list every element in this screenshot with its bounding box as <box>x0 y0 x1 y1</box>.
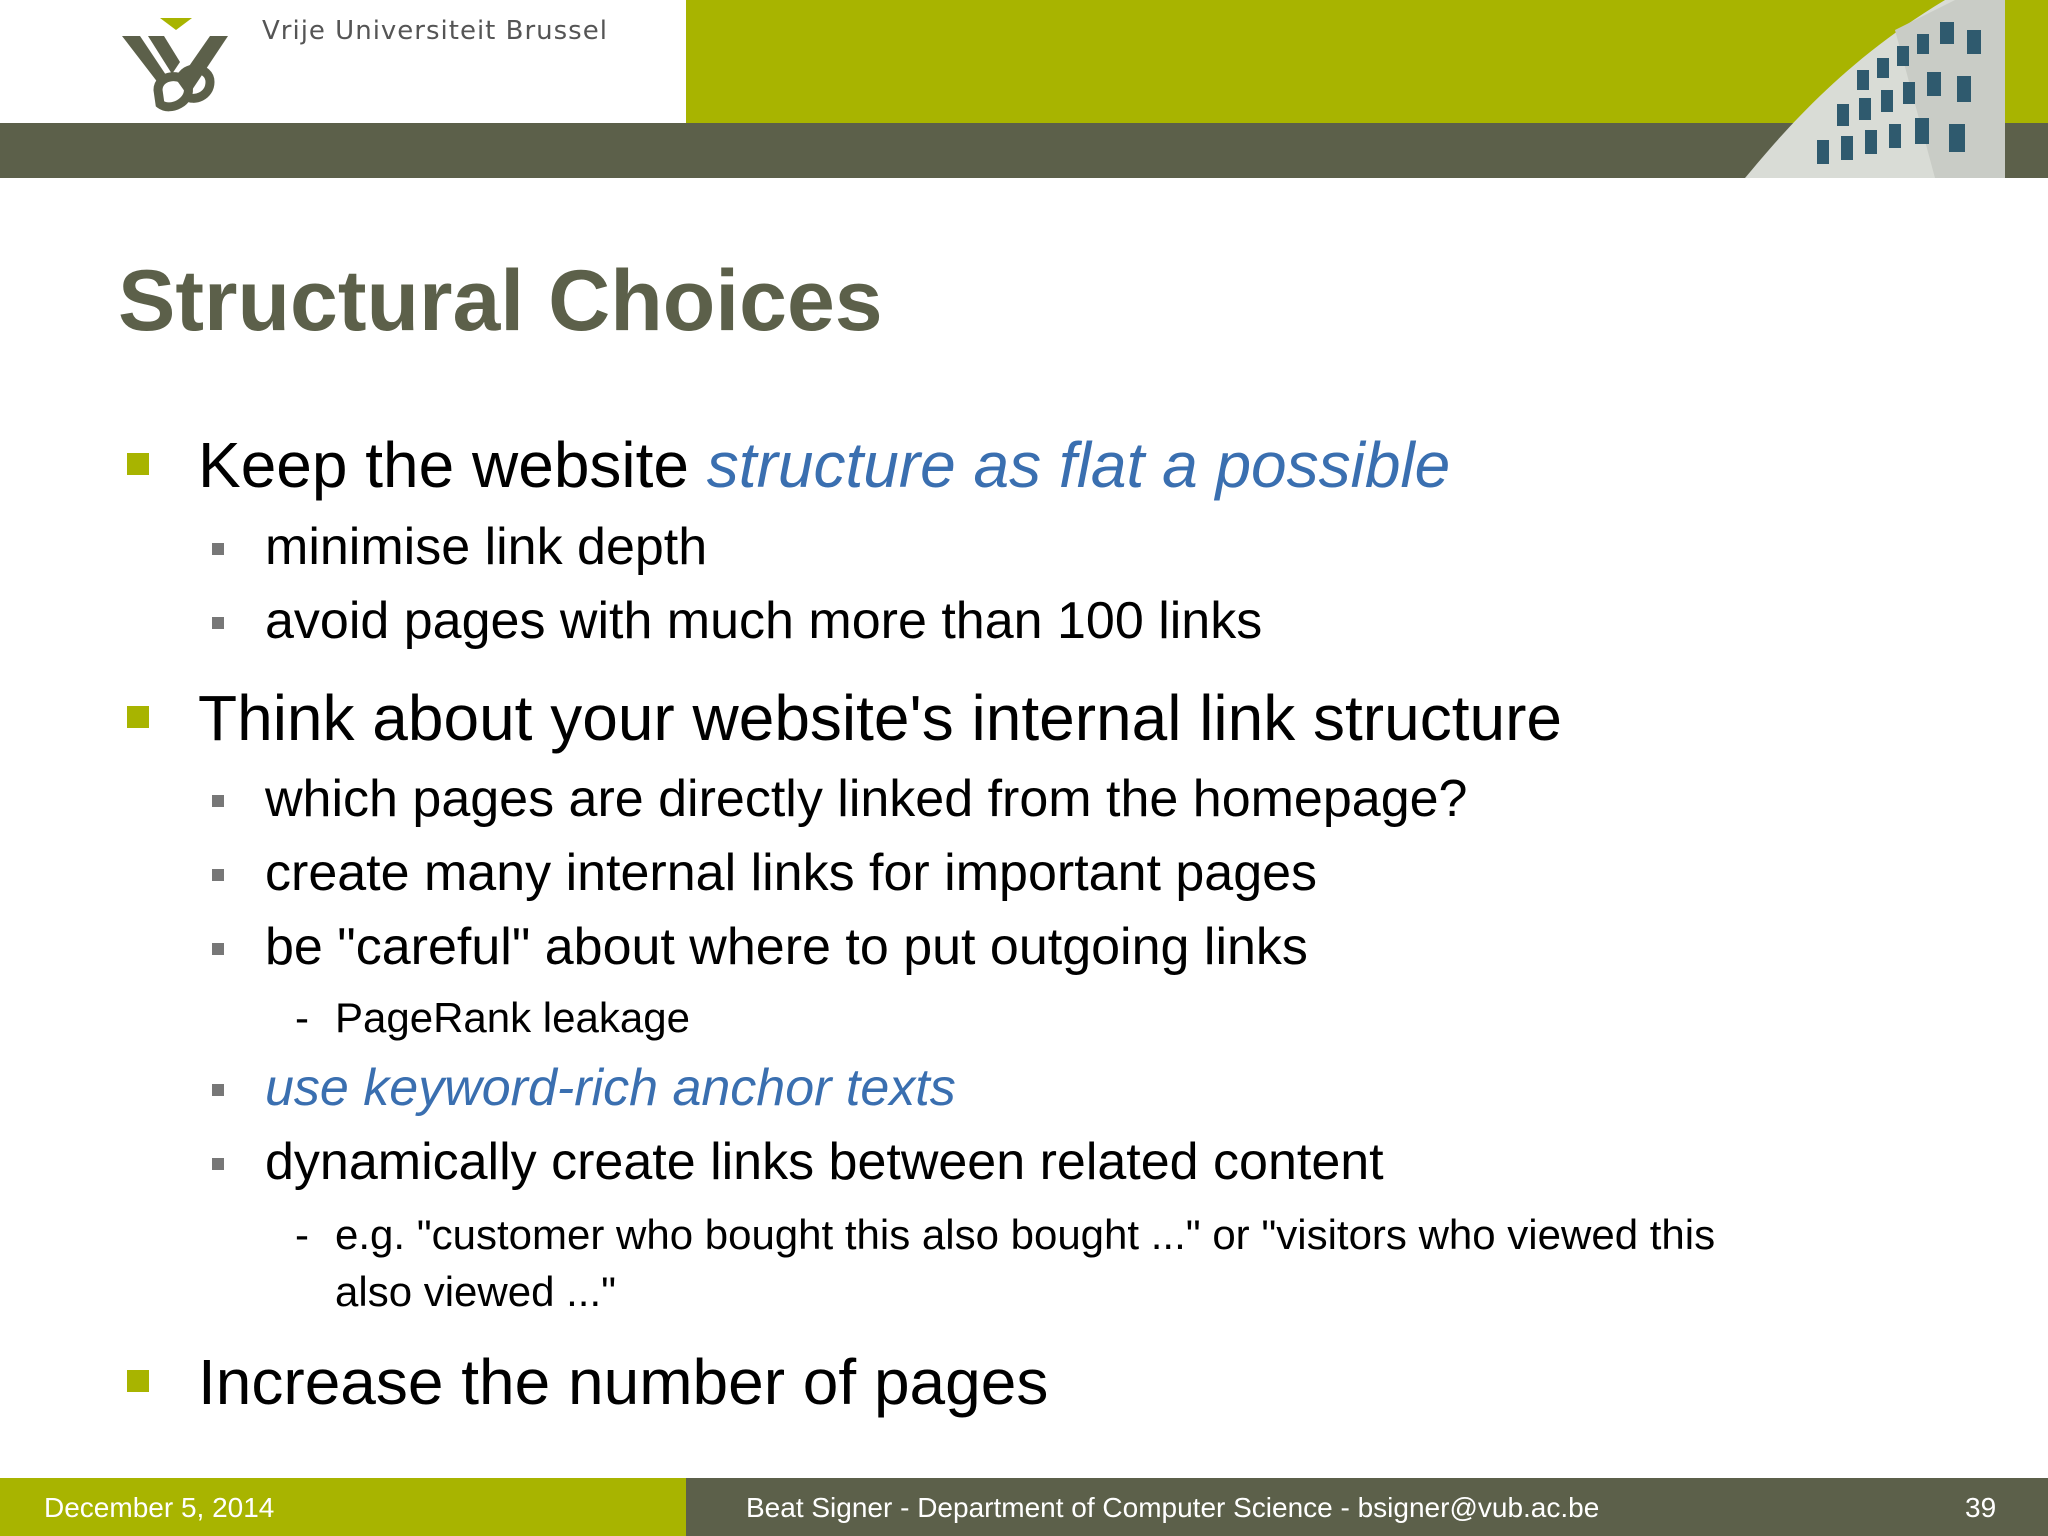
bullet-square-icon <box>127 453 149 475</box>
dash-marker: - <box>295 1211 309 1258</box>
page-number: 39 <box>1965 1492 1997 1523</box>
sub-bullet-link-depth: minimise link depth <box>265 518 708 576</box>
sub-bullet-icon <box>212 943 224 955</box>
bullet-square-icon <box>127 706 149 728</box>
sub-bullet-important-pages: create many internal links for important pages <box>265 844 1318 902</box>
sub-bullet-outgoing-links: be "careful" about where to put outgoing links <box>265 918 1308 976</box>
sub-bullet-icon <box>212 795 224 807</box>
dash-marker: - <box>295 994 309 1041</box>
vub-logo-icon <box>118 16 236 114</box>
footer-date: December 5, 2014 <box>44 1492 275 1523</box>
bullet-flat-structure <box>198 428 1450 502</box>
detail-example-line1: e.g. "customer who bought this also bought ..." or "visitors who viewed this <box>335 1211 1716 1258</box>
university-name: Vrije Universiteit Brussel <box>262 16 608 46</box>
sub-bullet-icon <box>212 543 224 555</box>
bullet-internal-links: Think about your website's internal link structure <box>198 682 1562 754</box>
detail-pagerank-leakage: PageRank leakage <box>335 994 690 1041</box>
detail-example-line2: also viewed ..." <box>335 1268 617 1315</box>
bullet-emphasis: structure as flat a possible <box>706 429 1451 501</box>
slide-title: Structural Choices <box>118 253 883 349</box>
header-dark-band <box>0 123 2048 178</box>
sub-bullet-homepage: which pages are directly linked from the homepage? <box>265 770 1468 828</box>
sub-bullet-related-content: dynamically create links between related content <box>265 1133 1384 1191</box>
sub-bullet-icon <box>212 617 224 629</box>
sub-bullet-icon <box>212 1084 224 1096</box>
sub-bullet-100-links: avoid pages with much more than 100 links <box>265 592 1263 650</box>
footer-author: Beat Signer - Department of Computer Science - bsigner@vub.ac.be <box>746 1492 1600 1523</box>
bullet-square-icon <box>127 1370 149 1392</box>
building-photo-icon <box>1745 0 2005 178</box>
sub-bullet-anchor-texts: use keyword-rich anchor texts <box>265 1059 956 1117</box>
bullet-increase-pages: Increase the number of pages <box>198 1346 1049 1418</box>
sub-bullet-icon <box>212 869 224 881</box>
sub-bullet-icon <box>212 1158 224 1170</box>
bullet-text: Keep the website <box>198 429 707 501</box>
